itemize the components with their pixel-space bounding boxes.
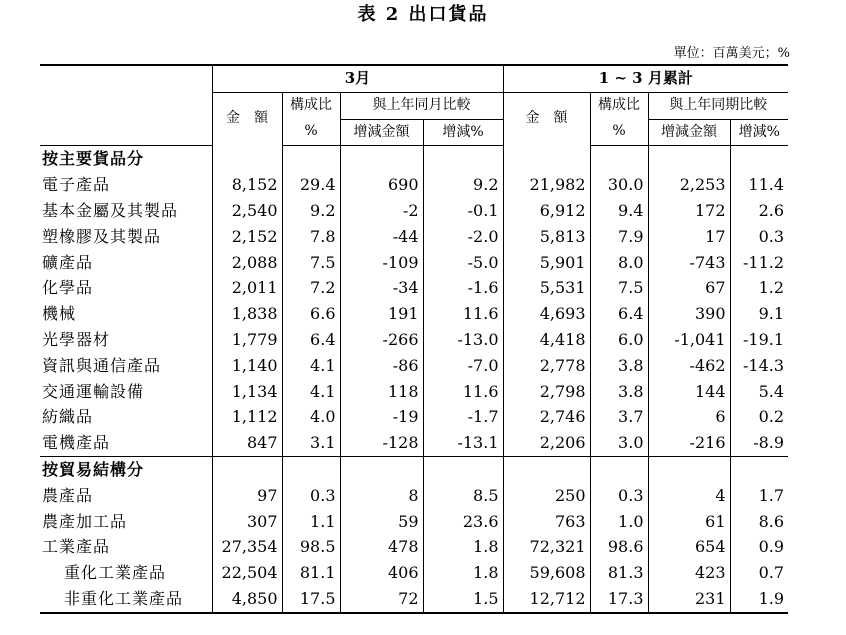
cell-diff-pct-cum: 9.1 bbox=[730, 301, 788, 327]
cell-share-month: 6.4 bbox=[282, 327, 340, 353]
table-row bbox=[40, 509, 788, 535]
row-label: 光學器材 bbox=[42, 329, 111, 349]
cell-diff-amount-cum: -1,041 bbox=[648, 327, 730, 353]
cell-diff-pct-cum: 2.6 bbox=[730, 198, 788, 224]
section-empty-cell bbox=[503, 456, 590, 482]
cell-amount-cum: 12,712 bbox=[503, 586, 590, 613]
cell-amount-cum: 4,693 bbox=[503, 301, 590, 327]
section-empty-cell bbox=[590, 146, 648, 172]
cell-amount-month: 2,152 bbox=[212, 224, 282, 250]
row-label: 農產加工品 bbox=[42, 511, 128, 531]
section-empty-cell bbox=[282, 456, 340, 482]
cell-diff-pct-month: -1.6 bbox=[423, 275, 503, 301]
table-row bbox=[40, 534, 788, 560]
header-period-month: 3月 bbox=[212, 65, 503, 92]
cell-share-month: 7.5 bbox=[282, 250, 340, 276]
cell-diff-amount-cum: 423 bbox=[648, 560, 730, 586]
row-label: 電子產品 bbox=[42, 175, 111, 195]
cell-share-month: 7.2 bbox=[282, 275, 340, 301]
cell-diff-pct-cum: 0.9 bbox=[730, 534, 788, 560]
cell-amount-month: 2,011 bbox=[212, 275, 282, 301]
cell-diff-amount-month: -128 bbox=[340, 430, 423, 456]
cell-diff-pct-month: 1.8 bbox=[423, 534, 503, 560]
row-label: 非重化工業產品 bbox=[40, 586, 212, 613]
table-row bbox=[40, 198, 788, 224]
cell-diff-amount-month: 478 bbox=[340, 534, 423, 560]
header-diff-amount-2: 增減金額 bbox=[648, 119, 730, 146]
section-label: 按主要貨品分 bbox=[42, 149, 145, 169]
cell-diff-amount-month: -19 bbox=[340, 404, 423, 430]
header-yoy-period: 與上年同期比較 bbox=[648, 92, 788, 119]
section-empty-cell bbox=[423, 456, 503, 482]
cell-diff-amount-cum: 6 bbox=[648, 404, 730, 430]
row-label: 機械 bbox=[42, 304, 77, 324]
row-label: 交通運輸設備 bbox=[42, 381, 145, 401]
cell-share-month: 7.8 bbox=[282, 224, 340, 250]
cell-diff-amount-month: 191 bbox=[340, 301, 423, 327]
cell-diff-amount-month: -109 bbox=[340, 250, 423, 276]
row-label: 重化工業產品 bbox=[64, 563, 167, 583]
cell-share-cum: 3.8 bbox=[590, 353, 648, 379]
cell-diff-pct-month: -13.1 bbox=[423, 430, 503, 456]
row-label: 礦產品 bbox=[42, 252, 94, 272]
cell-amount-cum: 2,746 bbox=[503, 404, 590, 430]
cell-diff-pct-month: 11.6 bbox=[423, 379, 503, 405]
table-row bbox=[40, 353, 788, 379]
cell-share-cum: 17.3 bbox=[590, 586, 648, 613]
cell-diff-pct-month: 11.6 bbox=[423, 301, 503, 327]
header-diff-pct-2: 增減% bbox=[730, 119, 788, 146]
cell-share-month: 81.1 bbox=[282, 560, 340, 586]
row-label: 資訊與通信產品 bbox=[42, 355, 162, 375]
cell-share-month: 4.1 bbox=[282, 353, 340, 379]
cell-share-month: 1.1 bbox=[282, 509, 340, 535]
cell-diff-pct-month: -7.0 bbox=[423, 353, 503, 379]
cell-diff-amount-month: 118 bbox=[340, 379, 423, 405]
table-row bbox=[40, 560, 788, 586]
table-row bbox=[40, 430, 788, 456]
header-diff-pct-1: 增減% bbox=[423, 119, 503, 146]
cell-share-month: 0.3 bbox=[282, 483, 340, 509]
cell-diff-pct-cum: 1.9 bbox=[730, 586, 788, 613]
cell-diff-pct-cum: 0.7 bbox=[730, 560, 788, 586]
cell-amount-cum: 5,901 bbox=[503, 250, 590, 276]
cell-share-cum: 0.3 bbox=[590, 483, 648, 509]
cell-share-cum: 7.5 bbox=[590, 275, 648, 301]
row-label: 農產品 bbox=[42, 485, 94, 505]
cell-diff-pct-cum: 8.6 bbox=[730, 509, 788, 535]
cell-amount-cum: 4,418 bbox=[503, 327, 590, 353]
section-row bbox=[40, 456, 788, 482]
cell-share-month: 6.6 bbox=[282, 301, 340, 327]
table-row bbox=[40, 224, 788, 250]
cell-diff-amount-month: 72 bbox=[340, 586, 423, 613]
cell-diff-pct-cum: -11.2 bbox=[730, 250, 788, 276]
row-label: 化學品 bbox=[42, 278, 94, 298]
cell-diff-pct-month: -5.0 bbox=[423, 250, 503, 276]
cell-diff-amount-month: 690 bbox=[340, 172, 423, 198]
cell-diff-pct-month: -2.0 bbox=[423, 224, 503, 250]
header-amount-2: 金 額 bbox=[503, 92, 590, 146]
section-empty-cell bbox=[340, 146, 423, 172]
table-row bbox=[40, 483, 788, 509]
cell-diff-amount-cum: 144 bbox=[648, 379, 730, 405]
cell-amount-cum: 2,206 bbox=[503, 430, 590, 456]
cell-share-cum: 3.0 bbox=[590, 430, 648, 456]
unit-note: 單位：百萬美元；% bbox=[673, 46, 790, 61]
cell-diff-pct-cum: -14.3 bbox=[730, 353, 788, 379]
cell-amount-month: 4,850 bbox=[212, 586, 282, 613]
section-empty-cell bbox=[730, 456, 788, 482]
cell-diff-pct-cum: 1.2 bbox=[730, 275, 788, 301]
cell-share-month: 9.2 bbox=[282, 198, 340, 224]
cell-diff-pct-month: -1.7 bbox=[423, 404, 503, 430]
cell-diff-amount-month: -44 bbox=[340, 224, 423, 250]
cell-amount-cum: 2,778 bbox=[503, 353, 590, 379]
cell-diff-amount-cum: 390 bbox=[648, 301, 730, 327]
cell-diff-amount-month: -2 bbox=[340, 198, 423, 224]
cell-diff-amount-month: 8 bbox=[340, 483, 423, 509]
cell-diff-pct-cum: -19.1 bbox=[730, 327, 788, 353]
cell-diff-amount-cum: 172 bbox=[648, 198, 730, 224]
cell-amount-month: 2,088 bbox=[212, 250, 282, 276]
cell-share-cum: 81.3 bbox=[590, 560, 648, 586]
cell-diff-amount-month: 406 bbox=[340, 560, 423, 586]
cell-amount-month: 1,838 bbox=[212, 301, 282, 327]
section-empty-cell bbox=[212, 456, 282, 482]
cell-diff-pct-cum: 1.7 bbox=[730, 483, 788, 509]
cell-amount-cum: 763 bbox=[503, 509, 590, 535]
header-diff-amount-1: 增減金額 bbox=[340, 119, 423, 146]
cell-diff-pct-month: -0.1 bbox=[423, 198, 503, 224]
cell-amount-month: 8,152 bbox=[212, 172, 282, 198]
table-row bbox=[40, 250, 788, 276]
header-share-pct-2: % bbox=[590, 119, 648, 146]
cell-diff-amount-month: 59 bbox=[340, 509, 423, 535]
header-blank-2 bbox=[40, 92, 212, 119]
header-share-pct-1: % bbox=[282, 119, 340, 146]
table-row bbox=[40, 379, 788, 405]
cell-amount-month: 22,504 bbox=[212, 560, 282, 586]
cell-share-month: 4.1 bbox=[282, 379, 340, 405]
section-empty-cell bbox=[282, 146, 340, 172]
cell-diff-amount-cum: 67 bbox=[648, 275, 730, 301]
cell-diff-amount-cum: -743 bbox=[648, 250, 730, 276]
cell-amount-month: 97 bbox=[212, 483, 282, 509]
table-row bbox=[40, 172, 788, 198]
cell-amount-month: 1,112 bbox=[212, 404, 282, 430]
cell-share-cum: 98.6 bbox=[590, 534, 648, 560]
cell-diff-amount-cum: -462 bbox=[648, 353, 730, 379]
cell-diff-amount-cum: 231 bbox=[648, 586, 730, 613]
section-empty-cell bbox=[212, 146, 282, 172]
table-row bbox=[40, 327, 788, 353]
page-title: 表 2 出口貨品 bbox=[357, 4, 489, 25]
cell-amount-month: 1,779 bbox=[212, 327, 282, 353]
cell-diff-pct-cum: 5.4 bbox=[730, 379, 788, 405]
header-share-2: 構成比 bbox=[590, 92, 648, 119]
cell-amount-month: 27,354 bbox=[212, 534, 282, 560]
header-share-1: 構成比 bbox=[282, 92, 340, 119]
cell-diff-pct-month: 8.5 bbox=[423, 483, 503, 509]
cell-amount-cum: 250 bbox=[503, 483, 590, 509]
cell-amount-cum: 72,321 bbox=[503, 534, 590, 560]
cell-share-cum: 8.0 bbox=[590, 250, 648, 276]
cell-diff-amount-cum: 4 bbox=[648, 483, 730, 509]
cell-diff-amount-month: -34 bbox=[340, 275, 423, 301]
row-label: 基本金屬及其製品 bbox=[42, 200, 179, 220]
cell-diff-pct-cum: 0.2 bbox=[730, 404, 788, 430]
section-empty-cell bbox=[340, 456, 423, 482]
cell-amount-cum: 2,798 bbox=[503, 379, 590, 405]
section-empty-cell bbox=[423, 146, 503, 172]
cell-diff-pct-month: -13.0 bbox=[423, 327, 503, 353]
row-label: 電機產品 bbox=[42, 433, 111, 453]
table-body bbox=[40, 146, 788, 613]
cell-diff-amount-cum: 2,253 bbox=[648, 172, 730, 198]
header-blank bbox=[40, 65, 212, 92]
cell-diff-pct-cum: 11.4 bbox=[730, 172, 788, 198]
header-yoy-month: 與上年同月比較 bbox=[340, 92, 503, 119]
cell-amount-cum: 6,912 bbox=[503, 198, 590, 224]
row-label: 紡織品 bbox=[42, 407, 94, 427]
cell-share-month: 4.0 bbox=[282, 404, 340, 430]
cell-diff-amount-cum: -216 bbox=[648, 430, 730, 456]
cell-diff-amount-cum: 61 bbox=[648, 509, 730, 535]
cell-share-cum: 3.8 bbox=[590, 379, 648, 405]
cell-amount-cum: 21,982 bbox=[503, 172, 590, 198]
cell-amount-month: 2,540 bbox=[212, 198, 282, 224]
cell-share-cum: 30.0 bbox=[590, 172, 648, 198]
section-label: 按貿易結構分 bbox=[40, 456, 212, 482]
header-amount-1: 金 額 bbox=[212, 92, 282, 146]
table-row bbox=[40, 275, 788, 301]
cell-share-cum: 6.0 bbox=[590, 327, 648, 353]
cell-amount-month: 847 bbox=[212, 430, 282, 456]
cell-amount-cum: 5,813 bbox=[503, 224, 590, 250]
cell-diff-amount-cum: 654 bbox=[648, 534, 730, 560]
cell-diff-pct-month: 9.2 bbox=[423, 172, 503, 198]
cell-share-month: 98.5 bbox=[282, 534, 340, 560]
export-table bbox=[40, 64, 788, 614]
header-period-cumulative: 1 ~ 3 月累計 bbox=[503, 65, 788, 92]
section-empty-cell bbox=[648, 146, 730, 172]
cell-share-cum: 3.7 bbox=[590, 404, 648, 430]
header-blank-3 bbox=[40, 119, 212, 146]
cell-share-cum: 7.9 bbox=[590, 224, 648, 250]
section-row bbox=[40, 146, 788, 172]
cell-share-month: 3.1 bbox=[282, 430, 340, 456]
row-label: 塑橡膠及其製品 bbox=[42, 226, 162, 246]
section-empty-cell bbox=[730, 146, 788, 172]
cell-diff-pct-month: 1.8 bbox=[423, 560, 503, 586]
cell-diff-amount-month: -266 bbox=[340, 327, 423, 353]
section-empty-cell bbox=[503, 146, 590, 172]
cell-share-month: 17.5 bbox=[282, 586, 340, 613]
section-empty-cell bbox=[590, 456, 648, 482]
table-row bbox=[40, 586, 788, 613]
cell-share-month: 29.4 bbox=[282, 172, 340, 198]
cell-diff-pct-month: 1.5 bbox=[423, 586, 503, 613]
table-row bbox=[40, 301, 788, 327]
cell-amount-month: 1,140 bbox=[212, 353, 282, 379]
cell-diff-pct-cum: 0.3 bbox=[730, 224, 788, 250]
section-empty-cell bbox=[648, 456, 730, 482]
cell-diff-pct-month: 23.6 bbox=[423, 509, 503, 535]
cell-share-cum: 9.4 bbox=[590, 198, 648, 224]
cell-share-cum: 6.4 bbox=[590, 301, 648, 327]
cell-diff-amount-month: -86 bbox=[340, 353, 423, 379]
row-label: 工業產品 bbox=[42, 537, 111, 557]
cell-diff-pct-cum: -8.9 bbox=[730, 430, 788, 456]
cell-amount-cum: 5,531 bbox=[503, 275, 590, 301]
cell-amount-month: 1,134 bbox=[212, 379, 282, 405]
table-row bbox=[40, 404, 788, 430]
cell-amount-month: 307 bbox=[212, 509, 282, 535]
cell-diff-amount-cum: 17 bbox=[648, 224, 730, 250]
cell-share-cum: 1.0 bbox=[590, 509, 648, 535]
cell-amount-cum: 59,608 bbox=[503, 560, 590, 586]
